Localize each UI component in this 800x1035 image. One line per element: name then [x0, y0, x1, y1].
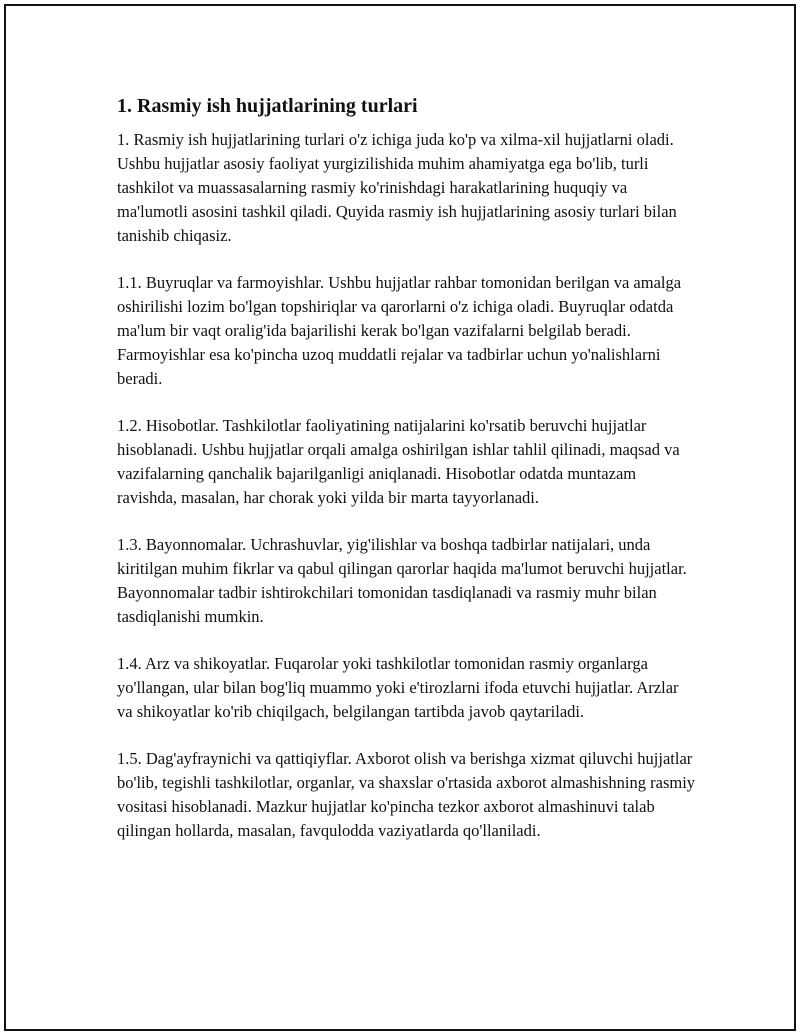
paragraph-1-1: 1.1. Buyruqlar va farmoyishlar. Ushbu hujjatlar rahbar tomonidan berilgan va amalga oshirilishi lozim bo'lgan topshiriqlar va qarorlarni o'z ichiga oladi. Buyruqlar odatda ma'lum bir vaqt oralig'ida bajarilishi kerak bo'lgan vazifalarni belgilab beradi. Farmoyishlar esa ko'pincha uzoq muddatli rejalar va tadbirlar uchun yo'nalishlarni beradi.: [117, 273, 682, 388]
paragraph-1-5: 1.5. Dag'ayfraynichi va qattiqiyflar. Axborot olish va berishga xizmat qiluvchi hujjatlar bo'lib, tegishli tashkilotlar, organlar, va shaxslar o'rtasida axborot almashishning rasmiy vositasi hisoblanadi. Mazkur hujjatlar ko'pincha tezkor axborot almashinuvi talab qilingan hollarda, masalan, favqulodda vaziyatlarda qo'llaniladi.: [117, 749, 696, 840]
paragraph-1-4: 1.4. Arz va shikoyatlar. Fuqarolar yoki tashkilotlar tomonidan rasmiy organlarga yo'llangan, ular bilan bog'liq muammo yoki e'tirozlarni ifoda etuvchi hujjatlar. Arzlar va shikoyatlar ko'rib chiqilgach, belgilangan tartibda javob qaytariladi.: [117, 654, 679, 721]
paragraph-1-3: 1.3. Bayonnomalar. Uchrashuvlar, yig'ilishlar va boshqa tadbirlar natijalari, unda kiritilgan muhim fikrlar va qabul qilingan qarorlar haqida ma'lumot beruvchi hujjatlar. Bayonnomalar tadbir ishtirokchilari tomonidan tasdiqlanadi va rasmiy muhr bilan tasdiqlanishi mumkin.: [117, 535, 687, 626]
document-body: [117, 93, 697, 866]
paragraph-1-2: 1.2. Hisobotlar. Tashkilotlar faoliyatining natijalarini ko'rsatib beruvchi hujjatlar hisoblanadi. Ushbu hujjatlar orqali amalga oshirilgan ishlar tahlil qilinadi, maqsad va vazifalarning qanchalik bajarilganligi aniqlanadi. Hisobotlar odatda muntazam ravishda, masalan, har chorak yoki yilda bir marta tayyorlanadi.: [117, 416, 680, 507]
intro-paragraph: 1. Rasmiy ish hujjatlarining turlari o'z ichiga juda ko'p va xilma-xil hujjatlarni oladi. Ushbu hujjatlar asosiy faoliyat yurgizilishida muhim ahamiyatga ega bo'lib, turli tashkilot va muassasalarning rasmiy ko'rinishdagi harakatlarining huquqiy va ma'lumotli asosini tashkil qiladi. Quyida rasmiy ish hujjatlarining asosiy turlari bilan tanishib chiqasiz.: [117, 130, 677, 245]
document-heading: 1. Rasmiy ish hujjatlarining turlari: [117, 95, 418, 117]
